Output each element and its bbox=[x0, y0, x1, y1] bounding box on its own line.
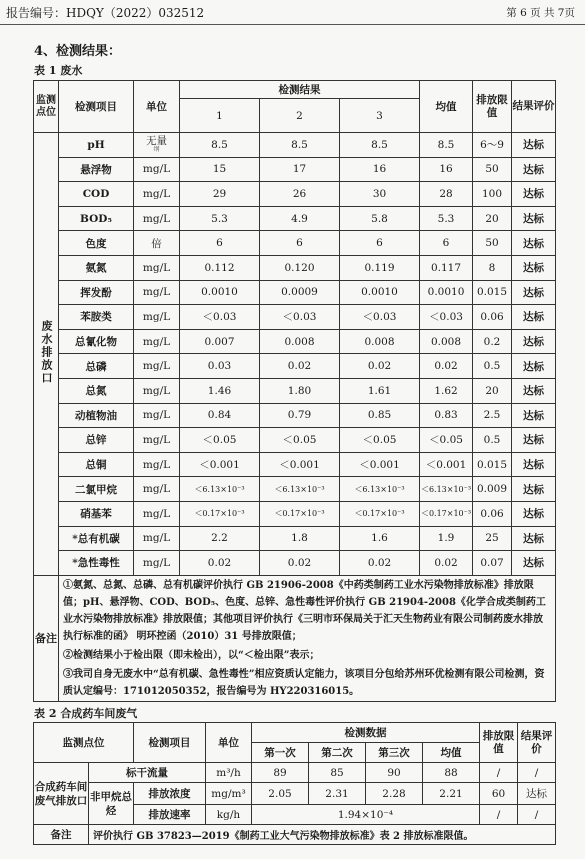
eval-cell: 达标 bbox=[512, 403, 556, 428]
t2-eval: / bbox=[518, 763, 556, 783]
eval-cell: 达标 bbox=[512, 378, 556, 403]
avg-cell: 1.62 bbox=[420, 378, 473, 403]
unit-cell: mg/L bbox=[134, 501, 180, 526]
unit-cell: mg/L bbox=[134, 526, 180, 551]
table-row bbox=[34, 501, 556, 526]
table-row bbox=[34, 378, 556, 403]
limit-cell: 0.06 bbox=[473, 501, 512, 526]
t2-avg: 2.21 bbox=[423, 783, 480, 805]
t2-avg: 88 bbox=[423, 763, 480, 783]
result-cell: 1.61 bbox=[340, 378, 420, 403]
avg-cell: ＜0.17×10⁻³ bbox=[420, 501, 473, 526]
result-cell: 0.02 bbox=[340, 354, 420, 379]
result-cell: ＜0.001 bbox=[180, 452, 260, 477]
avg-cell: ＜0.03 bbox=[420, 305, 473, 330]
table-row bbox=[34, 329, 556, 354]
result-cell: 15 bbox=[180, 157, 260, 182]
result-cell: 6 bbox=[180, 231, 260, 256]
t2-merged: 1.94×10⁻⁴ bbox=[252, 805, 480, 825]
result-cell: ＜0.001 bbox=[260, 452, 340, 477]
table-row bbox=[34, 133, 556, 158]
eval-cell: 达标 bbox=[512, 231, 556, 256]
eval-cell: 达标 bbox=[512, 206, 556, 231]
th-limit: 排放限值 bbox=[473, 81, 512, 133]
result-cell: 8.5 bbox=[180, 133, 260, 158]
result-cell: 29 bbox=[180, 182, 260, 207]
t2-unit: m³/h bbox=[206, 763, 252, 783]
item-cell: 总氰化物 bbox=[59, 329, 134, 354]
table-row bbox=[34, 403, 556, 428]
unit-cell: mg/L bbox=[134, 403, 180, 428]
limit-cell: 100 bbox=[473, 182, 512, 207]
th-results: 检测结果 bbox=[180, 81, 420, 99]
th2-eval: 结果评价 bbox=[518, 723, 556, 763]
table-row bbox=[34, 763, 556, 783]
page-header bbox=[0, 0, 585, 25]
th2-c2: 第二次 bbox=[309, 743, 366, 763]
point-cell bbox=[34, 133, 59, 576]
item-cell: 总铜 bbox=[59, 452, 134, 477]
t2-item: 标干流量 bbox=[89, 763, 206, 783]
item-cell: 二氯甲烷 bbox=[59, 477, 134, 502]
t2-limit: / bbox=[480, 763, 518, 783]
th-item: 检测项目 bbox=[59, 81, 134, 133]
limit-cell: 0.009 bbox=[473, 477, 512, 502]
result-cell: 16 bbox=[340, 157, 420, 182]
table-row bbox=[34, 452, 556, 477]
result-cell: ＜0.17×10⁻³ bbox=[260, 501, 340, 526]
table-row bbox=[34, 231, 556, 256]
eval-cell: 达标 bbox=[512, 501, 556, 526]
item-cell: 总锌 bbox=[59, 428, 134, 453]
t2-v: 85 bbox=[309, 763, 366, 783]
section-title: 4、检测结果： bbox=[34, 44, 122, 59]
th-avg: 均值 bbox=[420, 81, 473, 133]
item-cell: 氨氮 bbox=[59, 255, 134, 280]
limit-cell: 0.5 bbox=[473, 354, 512, 379]
result-cell: 8.5 bbox=[260, 133, 340, 158]
report-number: 报告编号：HDQY（2022）032512 bbox=[6, 6, 205, 20]
avg-cell: 0.02 bbox=[420, 551, 473, 576]
item-cell: pH bbox=[59, 133, 134, 158]
result-cell: 0.03 bbox=[180, 354, 260, 379]
t2-note: 评价执行 GB 37823—2019《制药工业大气污染物排放标准》表 2 排放标准限值。 bbox=[89, 825, 556, 845]
eval-cell: 达标 bbox=[512, 182, 556, 207]
eval-cell: 达标 bbox=[512, 133, 556, 158]
table-row bbox=[34, 477, 556, 502]
eval-cell: 达标 bbox=[512, 452, 556, 477]
table-row bbox=[34, 551, 556, 576]
th2-data: 检测数据 bbox=[252, 723, 480, 743]
limit-cell: 0.015 bbox=[473, 452, 512, 477]
item-cell: BOD₅ bbox=[59, 206, 134, 231]
unit-cell bbox=[134, 133, 180, 158]
avg-cell: 0.008 bbox=[420, 329, 473, 354]
th-point: 监测点位 bbox=[34, 81, 59, 133]
th-r3: 3 bbox=[340, 99, 420, 133]
result-cell: ＜0.03 bbox=[340, 305, 420, 330]
eval-cell: 达标 bbox=[512, 428, 556, 453]
result-cell: ＜6.13×10⁻³ bbox=[340, 477, 420, 502]
unit-cell: mg/L bbox=[134, 378, 180, 403]
avg-cell: 6 bbox=[420, 231, 473, 256]
result-cell: 1.8 bbox=[260, 526, 340, 551]
result-cell: 0.008 bbox=[340, 329, 420, 354]
unit-cell: mg/L bbox=[134, 255, 180, 280]
th2-avg: 均值 bbox=[423, 743, 480, 763]
table-row bbox=[34, 428, 556, 453]
table-row bbox=[34, 206, 556, 231]
eval-cell: 达标 bbox=[512, 354, 556, 379]
result-cell: 0.0009 bbox=[260, 280, 340, 305]
limit-cell: 50 bbox=[473, 157, 512, 182]
result-cell: ＜0.05 bbox=[180, 428, 260, 453]
avg-cell: ＜0.05 bbox=[420, 428, 473, 453]
result-cell: 0.0010 bbox=[180, 280, 260, 305]
t2-v: 90 bbox=[366, 763, 423, 783]
eval-cell: 达标 bbox=[512, 526, 556, 551]
eval-cell: 达标 bbox=[512, 280, 556, 305]
unit-cell: mg/L bbox=[134, 477, 180, 502]
unit-cell: mg/L bbox=[134, 452, 180, 477]
limit-cell: 0.07 bbox=[473, 551, 512, 576]
point-label: 废水排放口 bbox=[40, 319, 53, 385]
t2-point: 合成药车间废气排放口 bbox=[34, 763, 89, 825]
exhaust-gas-table bbox=[33, 722, 556, 845]
item-cell: *急性毒性 bbox=[59, 551, 134, 576]
th2-item: 检测项目 bbox=[134, 723, 206, 763]
result-cell: 0.112 bbox=[180, 255, 260, 280]
table-row bbox=[34, 354, 556, 379]
result-cell: 2.2 bbox=[180, 526, 260, 551]
t2-v: 2.28 bbox=[366, 783, 423, 805]
result-cell: 1.80 bbox=[260, 378, 340, 403]
limit-cell: 0.015 bbox=[473, 280, 512, 305]
notes-cell bbox=[59, 575, 556, 701]
result-cell: ＜0.03 bbox=[180, 305, 260, 330]
t2-group: 非甲烷总烃 bbox=[89, 783, 134, 825]
t2-v: 2.31 bbox=[309, 783, 366, 805]
t2-item: 排放速率 bbox=[134, 805, 206, 825]
t2-v: 89 bbox=[252, 763, 309, 783]
th-unit: 单位 bbox=[134, 81, 180, 133]
result-cell: 5.3 bbox=[180, 206, 260, 231]
table-row bbox=[34, 280, 556, 305]
eval-cell: 达标 bbox=[512, 477, 556, 502]
avg-cell: 0.0010 bbox=[420, 280, 473, 305]
t2-limit: 60 bbox=[480, 783, 518, 805]
avg-cell: 16 bbox=[420, 157, 473, 182]
table-row bbox=[34, 182, 556, 207]
result-cell: 1.6 bbox=[340, 526, 420, 551]
avg-cell: 0.83 bbox=[420, 403, 473, 428]
t2-eval: / bbox=[518, 805, 556, 825]
result-cell: 0.0010 bbox=[340, 280, 420, 305]
t2-limit: / bbox=[480, 805, 518, 825]
table-row bbox=[34, 305, 556, 330]
unit-cell: mg/L bbox=[134, 354, 180, 379]
note-label: 备注 bbox=[34, 575, 59, 701]
eval-cell: 达标 bbox=[512, 157, 556, 182]
result-cell: 0.02 bbox=[260, 551, 340, 576]
item-cell: 动植物油 bbox=[59, 403, 134, 428]
item-cell: COD bbox=[59, 182, 134, 207]
table2-caption: 表 2 合成药车间废气 bbox=[34, 707, 138, 720]
wastewater-table bbox=[33, 80, 556, 702]
eval-cell: 达标 bbox=[512, 305, 556, 330]
table-row bbox=[34, 526, 556, 551]
limit-cell: 0.06 bbox=[473, 305, 512, 330]
result-cell: 1.46 bbox=[180, 378, 260, 403]
result-cell: 26 bbox=[260, 182, 340, 207]
limit-cell: 2.5 bbox=[473, 403, 512, 428]
item-cell: 苯胺类 bbox=[59, 305, 134, 330]
table1-caption: 表 1 废水 bbox=[34, 64, 83, 77]
note-2: ②检测结果小于检出限（即未检出），以“＜检出限”表示； bbox=[63, 649, 320, 661]
limit-cell: 20 bbox=[473, 206, 512, 231]
th2-limit: 排放限值 bbox=[480, 723, 518, 763]
result-cell: 0.02 bbox=[180, 551, 260, 576]
t2-item: 排放浓度 bbox=[134, 783, 206, 805]
avg-cell: 28 bbox=[420, 182, 473, 207]
limit-cell: 6～9 bbox=[473, 133, 512, 158]
avg-cell: 1.9 bbox=[420, 526, 473, 551]
result-cell: 0.120 bbox=[260, 255, 340, 280]
item-cell: 总氮 bbox=[59, 378, 134, 403]
unit-cell: 倍 bbox=[134, 231, 180, 256]
result-cell: 6 bbox=[260, 231, 340, 256]
result-cell: 0.02 bbox=[340, 551, 420, 576]
unit-cell: mg/L bbox=[134, 182, 180, 207]
result-cell: ＜6.13×10⁻³ bbox=[260, 477, 340, 502]
th-eval: 结果评价 bbox=[512, 81, 556, 133]
result-cell: ＜6.13×10⁻³ bbox=[180, 477, 260, 502]
result-cell: ＜0.001 bbox=[340, 452, 420, 477]
t2-note-label: 备注 bbox=[34, 825, 89, 845]
result-cell: 0.85 bbox=[340, 403, 420, 428]
unit-text-2: 纲 bbox=[153, 146, 160, 154]
result-cell: 0.84 bbox=[180, 403, 260, 428]
limit-cell: 20 bbox=[473, 378, 512, 403]
th2-unit: 单位 bbox=[206, 723, 252, 763]
th-r2: 2 bbox=[260, 99, 340, 133]
avg-cell: ＜6.13×10⁻³ bbox=[420, 477, 473, 502]
result-cell: 8.5 bbox=[340, 133, 420, 158]
t2-eval: 达标 bbox=[518, 783, 556, 805]
result-cell: 0.007 bbox=[180, 329, 260, 354]
result-cell: ＜0.05 bbox=[340, 428, 420, 453]
result-cell: 4.9 bbox=[260, 206, 340, 231]
table-row bbox=[34, 157, 556, 182]
avg-cell: 0.117 bbox=[420, 255, 473, 280]
th2-c3: 第三次 bbox=[366, 743, 423, 763]
note-1: ①氨氮、总氮、总磷、总有机碳评价执行 GB 21906-2008《中药类制药工业水污染物排放标准》排放限值；pH、悬浮物、COD、BOD₅、色度、总锌、急性毒性评价执行 GB 21904-2008《化学合成类制药工业水污染物排放标准》排放限值；其他项目评价执行《三明市环保局关于汇天生物药业有限公司制药废水排放执行标准的函》 明环控函（2010）31 号排放限值； bbox=[63, 579, 546, 642]
avg-cell: 0.02 bbox=[420, 354, 473, 379]
avg-cell: ＜0.001 bbox=[420, 452, 473, 477]
item-cell: *总有机碳 bbox=[59, 526, 134, 551]
result-cell: 17 bbox=[260, 157, 340, 182]
limit-cell: 0.2 bbox=[473, 329, 512, 354]
result-cell: ＜0.17×10⁻³ bbox=[340, 501, 420, 526]
result-cell: ＜0.03 bbox=[260, 305, 340, 330]
th2-c1: 第一次 bbox=[252, 743, 309, 763]
limit-cell: 25 bbox=[473, 526, 512, 551]
result-cell: 5.8 bbox=[340, 206, 420, 231]
avg-cell: 8.5 bbox=[420, 133, 473, 158]
limit-cell: 50 bbox=[473, 231, 512, 256]
unit-cell: mg/L bbox=[134, 305, 180, 330]
unit-cell: mg/L bbox=[134, 329, 180, 354]
unit-cell: mg/L bbox=[134, 551, 180, 576]
item-cell: 挥发酚 bbox=[59, 280, 134, 305]
table-row bbox=[34, 255, 556, 280]
t2-v: 2.05 bbox=[252, 783, 309, 805]
result-cell: ＜0.05 bbox=[260, 428, 340, 453]
page-number: 第 6 页 共 7页 bbox=[506, 7, 575, 19]
result-cell: 0.79 bbox=[260, 403, 340, 428]
unit-cell: mg/L bbox=[134, 280, 180, 305]
result-cell: 0.02 bbox=[260, 354, 340, 379]
result-cell: 0.119 bbox=[340, 255, 420, 280]
unit-text: 无量 bbox=[146, 135, 167, 148]
limit-cell: 0.5 bbox=[473, 428, 512, 453]
eval-cell: 达标 bbox=[512, 255, 556, 280]
item-cell: 色度 bbox=[59, 231, 134, 256]
item-cell: 硝基苯 bbox=[59, 501, 134, 526]
note-3: ③我司自身无废水中“总有机碳、急性毒性”相应资质认定能力，该项目分包给苏州环优检测有限公司检测，资质认定编号：171012050352，报告编号为 HY220316015。 bbox=[63, 668, 545, 697]
result-cell: 6 bbox=[340, 231, 420, 256]
result-cell: 0.008 bbox=[260, 329, 340, 354]
avg-cell: 5.3 bbox=[420, 206, 473, 231]
th-r1: 1 bbox=[180, 99, 260, 133]
unit-cell: mg/L bbox=[134, 206, 180, 231]
result-cell: ＜0.17×10⁻³ bbox=[180, 501, 260, 526]
eval-cell: 达标 bbox=[512, 329, 556, 354]
item-cell: 总磷 bbox=[59, 354, 134, 379]
table-row bbox=[34, 783, 556, 805]
th2-point: 监测点位 bbox=[34, 723, 134, 763]
limit-cell: 8 bbox=[473, 255, 512, 280]
unit-cell: mg/L bbox=[134, 157, 180, 182]
item-cell: 悬浮物 bbox=[59, 157, 134, 182]
eval-cell: 达标 bbox=[512, 551, 556, 576]
t2-unit: kg/h bbox=[206, 805, 252, 825]
unit-cell: mg/L bbox=[134, 428, 180, 453]
result-cell: 30 bbox=[340, 182, 420, 207]
t2-unit: mg/m³ bbox=[206, 783, 252, 805]
